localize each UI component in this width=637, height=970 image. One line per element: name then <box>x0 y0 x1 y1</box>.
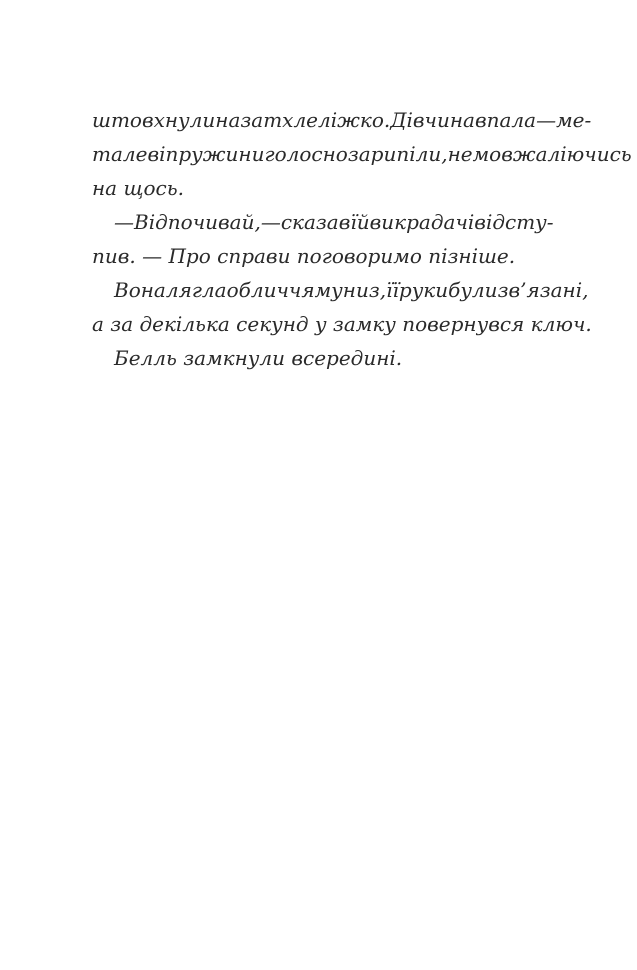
word: викрадач <box>369 210 468 234</box>
word: жаліючись <box>512 142 632 166</box>
word: талеві <box>92 142 166 166</box>
word: — <box>114 210 134 234</box>
word: руки <box>398 278 449 302</box>
word: їй <box>350 210 370 234</box>
word: — <box>260 210 281 234</box>
text-line-1 <box>92 108 592 132</box>
text-line-7: а за декілька секунд у замку повернувся ключ. <box>92 312 592 336</box>
word: відсту- <box>474 210 554 234</box>
word: немов <box>447 142 513 166</box>
word: голосно <box>264 142 348 166</box>
word: ліжко. <box>318 108 391 132</box>
word: і <box>467 210 475 234</box>
text-line-4 <box>114 210 554 234</box>
word: зарипіли, <box>347 142 448 166</box>
word: обличчям <box>226 278 332 302</box>
word: штовхнули <box>92 108 216 132</box>
text-line-8: Белль замкнули всередині. <box>114 346 403 370</box>
word: Відпочивай, <box>134 210 261 234</box>
word: ме- <box>556 108 592 132</box>
word: — <box>536 108 557 132</box>
word: зв’язані, <box>497 278 589 302</box>
word: пружини <box>165 142 265 166</box>
word: Дівчина <box>390 108 475 132</box>
word: униз, <box>331 278 387 302</box>
word: затхле <box>240 108 319 132</box>
word: Вона <box>114 278 166 302</box>
word: на <box>215 108 241 132</box>
text-line-3: на щось. <box>92 176 184 200</box>
word: лягла <box>165 278 227 302</box>
word: сказав <box>280 210 351 234</box>
word: її <box>386 278 399 302</box>
text-line-5: пив. — Про справи поговоримо пізніше. <box>92 244 516 268</box>
word: були <box>448 278 498 302</box>
text-line-6 <box>114 278 589 302</box>
text-line-2 <box>92 142 632 166</box>
word: впала <box>474 108 537 132</box>
